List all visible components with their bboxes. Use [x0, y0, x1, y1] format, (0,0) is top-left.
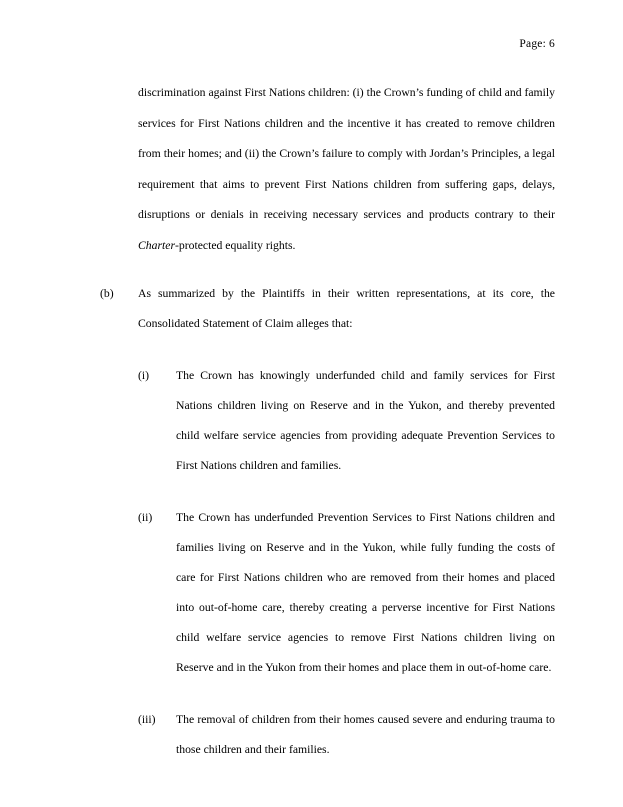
- list-item-b-content: [138, 279, 555, 339]
- paragraph-continuation-text: [138, 78, 555, 261]
- list-marker-iii: (iii): [138, 713, 156, 726]
- text-segment-3: -protected equality rights.: [175, 238, 296, 252]
- list-item-b: [100, 279, 555, 339]
- list-marker-b: (b): [100, 287, 114, 300]
- document-body: [100, 78, 555, 783]
- text-segment-1: discrimination against First Nations children: (i) the Crown’s funding of child and family services for First Nations children and the incentive it has created to remove children from their homes; and (ii) the Crown’s failure to comply with Jordan’s Principles, a legal requirement that aims to prevent First Nations children from suffering gaps, delays, disruptions or denials in receiving necessary services and products contrary to their: [138, 86, 555, 221]
- list-item-ii-content: [176, 503, 555, 683]
- list-item-iii: [138, 705, 555, 765]
- page-number-header: Page: 6: [519, 38, 555, 50]
- list-marker-ii: (ii): [138, 511, 153, 524]
- list-item-iii-content: [176, 705, 555, 765]
- text-segment-charter-italic: Charter: [138, 238, 176, 252]
- list-item-i-content: [176, 361, 555, 481]
- list-item-b-text: As summarized by the Plaintiffs in their written representations, at its core, the Consolidated Statement of Claim alleges that:: [138, 287, 555, 330]
- list-marker-i: (i): [138, 369, 150, 382]
- paragraph-continuation: [138, 78, 555, 261]
- list-item-i: [138, 361, 555, 481]
- list-item-i-text: The Crown has knowingly underfunded child and family services for First Nations children living on Reserve and in the Yukon, and thereby prevented child welfare service agencies from providing adequate Prevention Services to First Nations children and families.: [176, 369, 555, 472]
- list-item-ii: [138, 503, 555, 683]
- list-item-iii-text: The removal of children from their homes caused severe and enduring trauma to those children and their families.: [176, 713, 555, 756]
- list-item-ii-text: The Crown has underfunded Prevention Services to First Nations children and families living on Reserve and in the Yukon, while fully funding the costs of care for First Nations children who are removed from their homes and placed into out-of-home care, thereby creating a perverse incentive for First Nations child welfare service agencies to remove First Nations children living on Reserve and in the Yukon from their homes and place them in out-of-home care.: [176, 511, 555, 674]
